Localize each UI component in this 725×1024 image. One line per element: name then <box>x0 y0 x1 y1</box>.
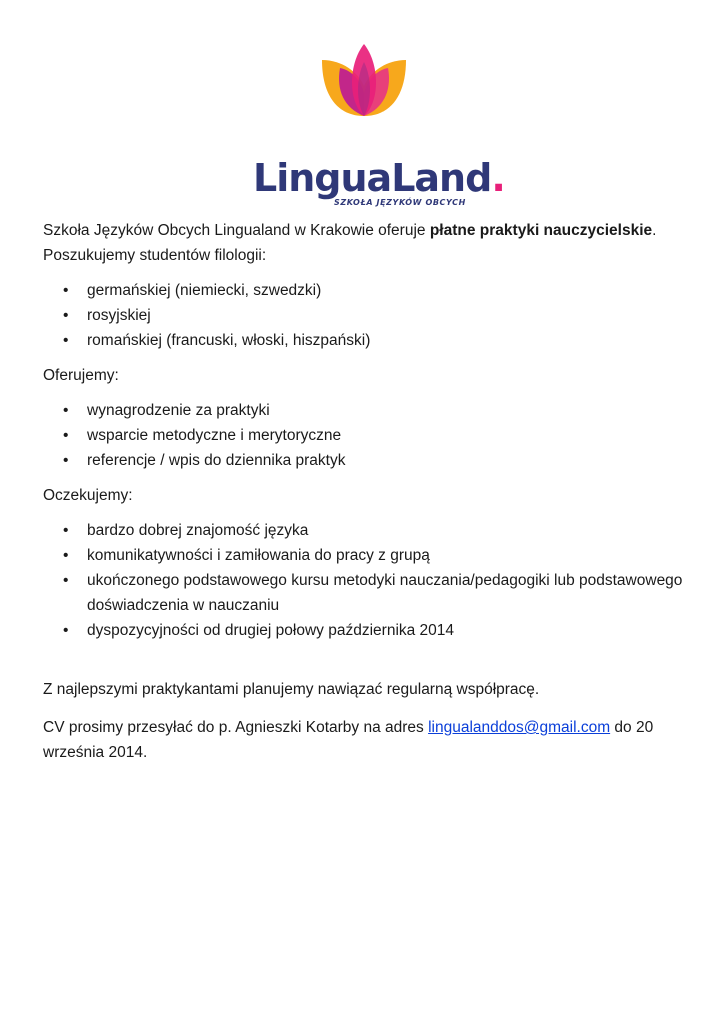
list-item: • ukończonego podstawowego kursu metodyki nauczania/pedagogiki lub podstawowego doświadczenia w nauczaniu <box>43 568 683 618</box>
list-item: • referencje / wpis do dziennika praktyk <box>43 448 683 473</box>
list-item: • romańskiej (francuski, włoski, hiszpański) <box>43 328 683 353</box>
document-body <box>43 218 683 765</box>
intro-paragraph: Szkoła Języków Obcych Lingualand w Krakowie oferuje płatne praktyki nauczycielskie. Poszukujemy studentów filologii: <box>43 222 657 264</box>
logo <box>0 38 725 207</box>
list-item: • bardzo dobrej znajomość języka <box>43 518 683 543</box>
lotus-flower-icon <box>318 38 410 120</box>
offer-heading: Oferujemy: <box>43 367 119 384</box>
closing-paragraph: Z najlepszymi praktykantami planujemy nawiązać regularną współpracę. <box>43 681 540 698</box>
list-item: • komunikatywności i zamiłowania do pracy z grupą <box>43 543 683 568</box>
expect-heading: Oczekujemy: <box>43 487 133 504</box>
list-item: • germańskiej (niemiecki, szwedzki) <box>43 278 683 303</box>
list-item: • rosyjskiej <box>43 303 683 328</box>
philology-list <box>43 278 683 353</box>
list-item: • dyspozycyjności od drugiej połowy października 2014 <box>43 618 683 643</box>
expect-list <box>43 518 683 643</box>
brand-name: LinguaLand. <box>253 156 505 200</box>
offer-list <box>43 398 683 473</box>
list-item: • wsparcie metodyczne i merytoryczne <box>43 423 683 448</box>
email-link[interactable]: lingualanddos@gmail.com <box>428 719 611 736</box>
cv-paragraph: CV prosimy przesyłać do p. Agnieszki Kotarby na adres lingualanddos@gmail.com do 20 września 2014. <box>43 719 654 761</box>
list-item: • wynagrodzenie za praktyki <box>43 398 683 423</box>
brand-tagline: SZKOŁA JĘZYKÓW OBCYCH <box>334 198 466 207</box>
